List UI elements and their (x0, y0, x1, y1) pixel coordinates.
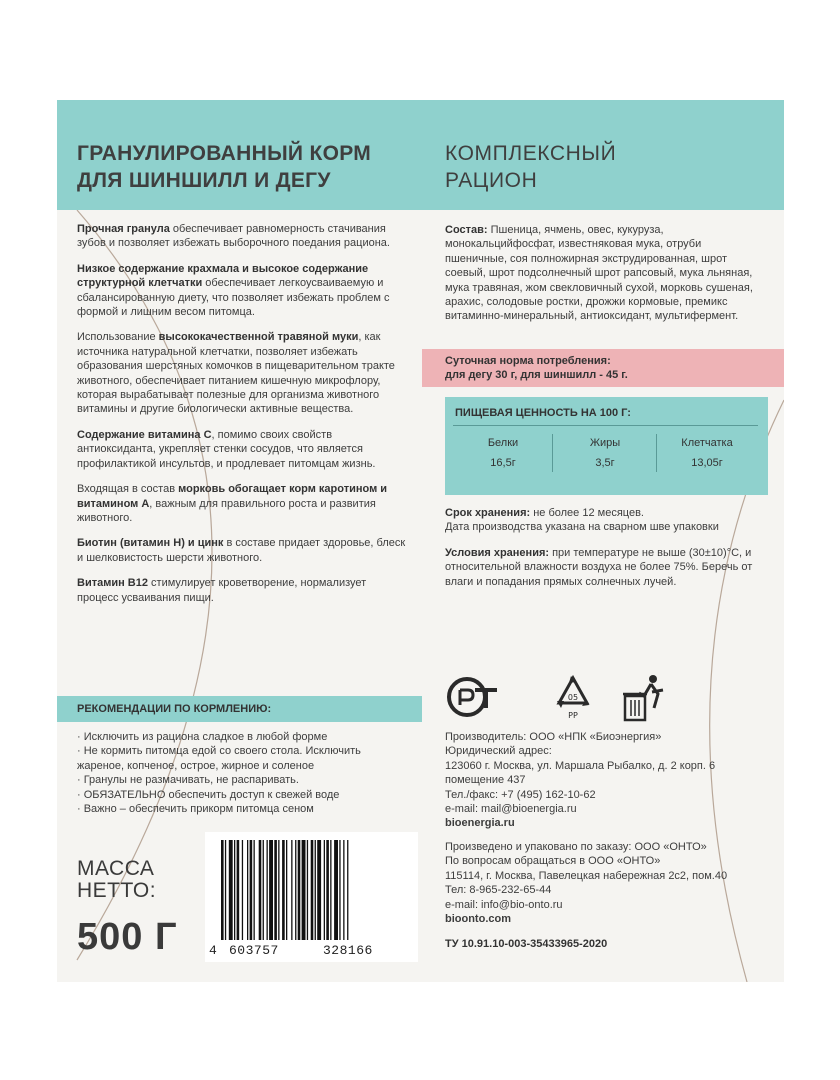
net-mass-label (77, 858, 156, 902)
trash-bin-icon (623, 675, 663, 720)
list-item: · Важно – обеспечить прикорм питомца сеном (77, 803, 314, 816)
nutrient-name: Клетчатка (681, 437, 733, 449)
mass-line-1: МАССА (77, 857, 155, 880)
producer-website: bioenergia.ru (445, 817, 515, 830)
packer-website: bioonto.com (445, 913, 511, 926)
daily-norm-text (445, 354, 628, 382)
nutrition-box (445, 397, 768, 495)
list-item: · Исключить из рациона сладкое в любой форме (77, 731, 328, 743)
list-item: · Не кормить питомца едой со своего стола. Исключить жареное, копченое, острое, жирное и соленое (77, 745, 361, 772)
nutrient-value: 3,5г (595, 457, 615, 469)
storage-text: Условия хранения: при температуре не выше (30±10)°С, и относительной влажности воздуха не более 75%. Беречь от влаги и попадания прямых солнечных лучей. (445, 546, 753, 588)
benefit-paragraph: Витамин В12 стимулирует кроветворение, нормализует процесс усваивания пищи. (77, 577, 367, 604)
list-item: · Гранулы не размачивать, не распаривать. (77, 774, 299, 787)
packer-line: e-mail: info@bio-onto.ru (445, 898, 563, 911)
benefit-paragraph: Биотин (витамин Н) и цинк в составе придает здоровье, блеск и шелковистость шерсти животного. (77, 537, 406, 564)
svg-text:PP: PP (568, 711, 578, 720)
packer-line: Произведено и упаковано по заказу: ООО «ОНТО» (445, 841, 707, 853)
subtitle-line-1: КОМПЛЕКСНЫЙ (445, 142, 617, 165)
producer-line: помещение 437 (445, 774, 526, 787)
nutrient-name: Жиры (589, 437, 621, 449)
svg-text:05: 05 (567, 693, 579, 702)
daily-norm-line-1: Суточная норма потребления: (445, 355, 611, 367)
producer-line: Производитель: ООО «НПК «Биоэнергия» (445, 731, 662, 743)
packer-line: 115114, г. Москва, Павелецкая набережная 2с2, пом.40 (445, 869, 728, 882)
benefit-paragraph: Низкое содержание крахмала и высокое содержание структурной клетчатки обеспечивает легкоусваиваемую и сбалансированную диету, что позволяет избежать проблем с формой и лишним весом питомца. (77, 262, 390, 319)
daily-norm-band (422, 349, 784, 387)
packer-line: Тел: 8-965-232-65-44 (445, 884, 552, 897)
benefit-paragraph: Использование высококачественной травяной муки, как источника натуральной клетчатки, позволяет избежать образования шерстяных комочков в пищеварительном тракте животного, обеспечивает питанием кишечную микрофлору, которая вырабатывает полезные для организма животного витамины и другие биологически активные вещества. (77, 331, 395, 416)
barcode-digits-left: 603757 (229, 943, 279, 958)
recommendations-title: РЕКОМЕНДАЦИИ ПО КОРМЛЕНИЮ: (77, 703, 272, 715)
composition-text: Состав: Пшеница, ячмень, овес, кукуруза, монокальцийфосфат, известняковая мука, отруби пшеничные, соя полножирная экструдированная, шрот соевый, шрот подсолнечный шрот рапсовый, мука льняная, мука травяная, жом свекловичный сухой, морковь сушеная, арахис, солодовые ростки, дрожжи кормовые, премикс витаминно-минеральный, антиоксидант, мультифермент. (445, 224, 753, 323)
nutrition-fat (555, 433, 655, 473)
label-panel (57, 100, 784, 982)
shelf-life-text: Срок хранения: не более 12 месяцев. (445, 507, 644, 519)
producer-line: 123060 г. Москва, ул. Маршала Рыбалко, д. 2 корп. 6 (445, 759, 716, 772)
barcode (205, 832, 418, 962)
benefit-paragraph: Входящая в состав морковь обогащает корм каротином и витамином А, важным для правильного роста и развития животного. (77, 483, 388, 524)
nutrition-protein (453, 433, 553, 473)
icons-svg (445, 670, 675, 730)
subtitle-line-2: РАЦИОН (445, 169, 538, 192)
producer-line: Тел./факс: +7 (495) 162-10-62 (445, 788, 596, 801)
composition-block (445, 223, 763, 324)
technical-spec-code: ТУ 10.91.10-003-35433965-2020 (445, 938, 608, 950)
packer-line: По вопросам обращаться в ООО «ОНТО» (445, 855, 661, 868)
certification-icons (445, 670, 675, 730)
barcode-digit-prefix: 4 (209, 943, 218, 958)
benefits-column (77, 222, 409, 616)
nutrient-value: 13,05г (691, 457, 723, 469)
daily-norm-line-2: для дегу 30 г, для шиншилл - 45 г. (445, 369, 628, 381)
recommendations-list (77, 730, 407, 816)
benefit-paragraph: Прочная гранула обеспечивает равномерность стачивания зубов и позволяет избежать выборочного поедания рациона. (77, 223, 390, 250)
shelf-life-note: Дата производства указана на сварном шве упаковки (445, 521, 719, 534)
list-item: · ОБЯЗАТЕЛЬНО обеспечить доступ к свежей воде (77, 788, 340, 801)
producer-line: Юридический адрес: (445, 745, 552, 758)
nutrient-name: Белки (487, 437, 519, 449)
divider (552, 434, 553, 472)
producer-line: e-mail: mail@bioenergia.ru (445, 803, 577, 816)
nutrition-fiber (657, 433, 757, 473)
divider (453, 425, 758, 426)
header-band (57, 100, 784, 210)
title-line-1: ГРАНУЛИРОВАННЫЙ КОРМ (77, 142, 372, 165)
mass-line-2: НЕТТО: (77, 879, 157, 902)
title-line-2: ДЛЯ ШИНШИЛЛ И ДЕГУ (77, 169, 331, 192)
product-title (77, 140, 407, 194)
recommendations-header (57, 696, 422, 722)
benefit-paragraph: Содержание витамина С, помимо своих свойств антиоксиданта, укрепляет стенки сосудов, что является профилактикой инсультов, и продлевает питомцам жизнь. (77, 428, 376, 470)
product-subtitle (445, 140, 745, 194)
recycle-pp-icon (557, 676, 589, 720)
net-weight-value: 500 Г (77, 916, 178, 958)
nutrition-title: ПИЩЕВАЯ ЦЕННОСТЬ НА 100 Г: (455, 407, 631, 419)
packer-info (445, 840, 765, 926)
rst-certification-icon (449, 679, 497, 715)
shelf-life-block (445, 506, 763, 589)
barcode-digits-right: 328166 (323, 943, 373, 958)
nutrient-value: 16,5г (490, 457, 516, 469)
producer-info (445, 730, 765, 831)
barcode-bars (205, 832, 418, 944)
